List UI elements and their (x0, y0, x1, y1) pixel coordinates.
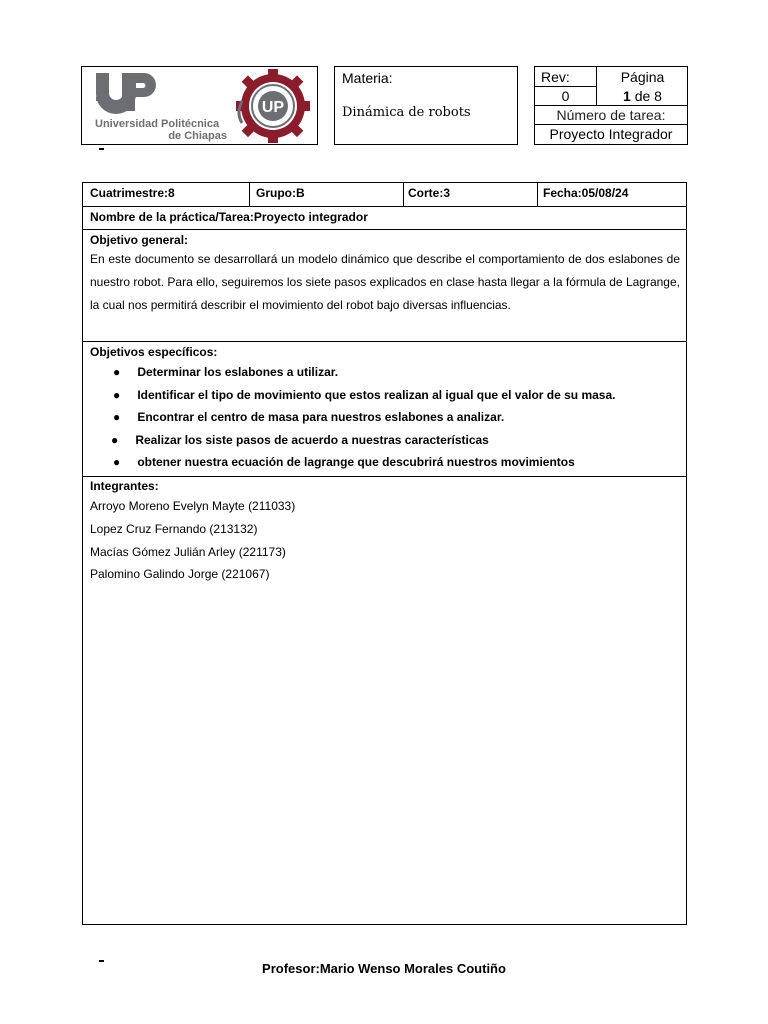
member-name: Palomino Galindo Jorge (221067) (90, 567, 270, 581)
header-dash-mark (99, 148, 104, 150)
bullet-icon: ● (113, 455, 121, 469)
practice-info-table (82, 182, 687, 925)
page-current: 1 (623, 88, 631, 104)
revision-box (534, 66, 688, 145)
subject-box (334, 66, 518, 145)
row-divider-3 (83, 341, 686, 342)
page-total: de 8 (634, 88, 662, 104)
bullet-icon: ● (113, 410, 121, 424)
university-name-line1: Universidad Politécnica (95, 118, 220, 130)
seal-logo-letters: UP (261, 99, 285, 116)
bullet-icon: ● (113, 388, 121, 402)
university-logo-box (81, 66, 318, 145)
objective-text: Realizar los siste pasos de acuerdo a nuestras características (135, 433, 489, 447)
rev-label: Rev: (541, 69, 570, 85)
bullet-icon: ● (113, 365, 121, 379)
objective-text: Encontrar el centro de masa para nuestros eslabones a analizar. (137, 410, 505, 424)
col-divider-3 (537, 183, 538, 206)
cut-field: Corte:3 (408, 186, 451, 200)
row-divider-2 (83, 229, 686, 230)
objective-text: Determinar los eslabones a utilizar. (137, 365, 339, 379)
specific-objective-item (113, 409, 504, 425)
objective-text: Identificar el tipo de movimiento que estos realizan al igual que el valor de su masa. (137, 388, 616, 402)
university-logo (82, 67, 317, 144)
general-objective-text: En este documento se desarrollará un modelo dinámico que describe el comportamiento de dos eslabones de nuestro robot. Para ello, seguiremos los siete pasos explicados en clase hasta llegar a la fórmula de Lagrange, la cual nos permitirá describir el movimiento del robot bajo diversas influencias. (90, 252, 680, 312)
engineering-seal-icon (236, 69, 310, 143)
professor-name: Profesor:Mario Wenso Morales Coutiño (262, 961, 506, 976)
date-field: Fecha:05/08/24 (543, 186, 629, 200)
general-objective-title: Objetivo general: (90, 233, 189, 247)
rev-value: 0 (561, 88, 570, 104)
member-name: Lopez Cruz Fernando (213132) (90, 522, 258, 536)
specific-objective-item (113, 364, 338, 380)
col-divider-2 (403, 183, 404, 206)
specific-objective-item (113, 387, 615, 403)
page-number (596, 87, 689, 105)
row-divider-4 (83, 476, 686, 477)
members-title: Integrantes: (90, 479, 159, 493)
practice-name: Nombre de la práctica/Tarea:Proyecto integrador (90, 210, 368, 224)
subject-label: Materia: (342, 70, 393, 86)
objective-text: obtener nuestra ecuación de lagrange que descubrirá nuestros movimientos (137, 455, 575, 469)
task-number-value: Proyecto Integrador (549, 126, 673, 142)
subject-value: Dinámica de robots (342, 105, 471, 120)
specific-objectives-title: Objetivos específicos: (90, 345, 218, 359)
row-divider-1 (83, 206, 686, 207)
task-number-label: Número de tarea: (556, 107, 666, 123)
member-name: Macías Gómez Julián Arley (221173) (90, 545, 286, 559)
term-field: Cuatrimestre:8 (90, 186, 175, 200)
specific-objective-item (113, 454, 575, 470)
member-name: Arroyo Moreno Evelyn Mayte (211033) (90, 499, 296, 513)
group-field: Grupo:B (256, 186, 305, 200)
university-name-line2: de Chiapas (168, 130, 227, 142)
page-label: Página (620, 69, 665, 85)
col-divider-1 (249, 183, 250, 206)
bullet-icon: ● (111, 433, 119, 447)
specific-objective-item (111, 432, 489, 448)
